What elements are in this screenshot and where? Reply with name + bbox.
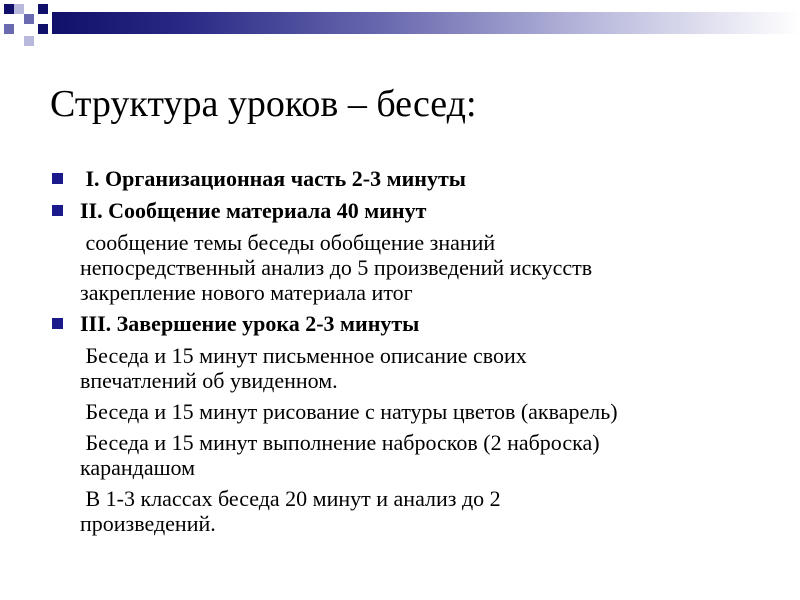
decorative-square [24, 36, 34, 46]
decorative-square [24, 14, 34, 24]
decorative-square [38, 24, 48, 34]
sub-paragraph [50, 486, 770, 536]
bullet-item [50, 166, 770, 192]
decorative-header-band [0, 0, 800, 36]
decorative-square [4, 4, 14, 14]
decorative-gradient-bar [52, 12, 800, 34]
bullet-label: III. Завершение урока 2-3 минуты [80, 311, 420, 336]
bullet-item [50, 311, 770, 337]
bullet-label: II. Сообщение материала 40 минут [80, 198, 427, 223]
sub-line: Беседа и 15 минут письменное описание своих [80, 343, 527, 368]
slide-title: Структура уроков – бесед: [50, 83, 477, 125]
bullet-label: I. Организационная часть 2-3 минуты [80, 166, 466, 191]
sub-line: Беседа и 15 минут выполнение набросков (2 наброска) [80, 430, 600, 455]
square-bullet-icon [52, 205, 63, 216]
sub-line: сообщение темы беседы обобщение знаний [80, 230, 496, 255]
bullet-list [50, 166, 770, 542]
bullet-item [50, 198, 770, 224]
sub-paragraph [50, 343, 770, 393]
sub-line: карандашом [80, 455, 196, 480]
sub-line: Беседа и 15 минут рисование с натуры цветов (акварель) [80, 399, 618, 424]
decorative-square [4, 24, 14, 34]
sub-line: произведений. [80, 511, 216, 536]
decorative-square [38, 4, 48, 14]
square-bullet-icon [52, 318, 63, 329]
sub-line: впечатлений об увиденном. [80, 368, 338, 393]
sub-paragraph [50, 430, 770, 480]
sub-paragraph [50, 399, 770, 424]
sub-line: В 1-3 классах беседа 20 минут и анализ до 2 [80, 486, 501, 511]
decorative-square [14, 4, 24, 14]
square-bullet-icon [52, 173, 63, 184]
sub-paragraph [50, 230, 770, 305]
sub-line: непосредственный анализ до 5 произведений искусств [80, 255, 593, 280]
sub-line: закрепление нового материала итог [80, 280, 413, 305]
